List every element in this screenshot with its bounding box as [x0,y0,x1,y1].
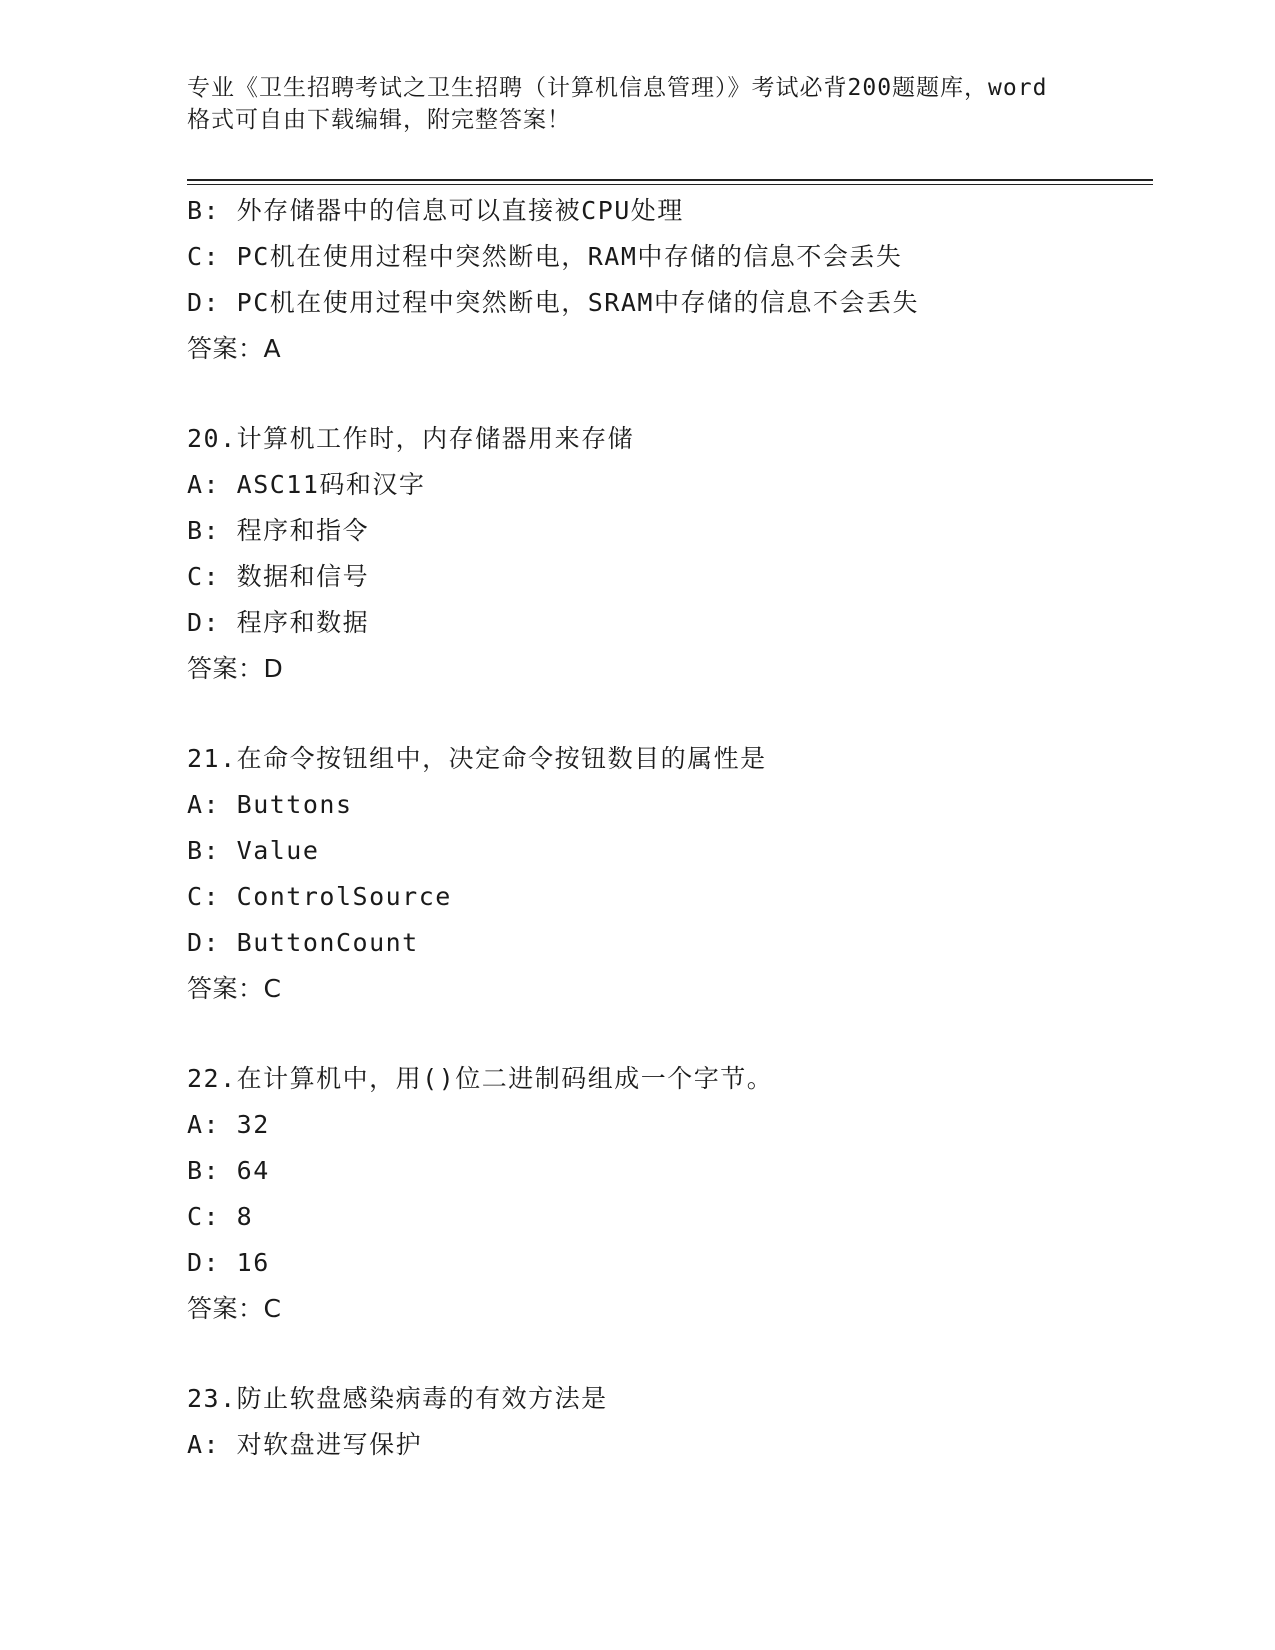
header-line-2: 格式可自由下载编辑，附完整答案！ [187,107,571,133]
question-block-21 [187,736,1153,1012]
question-block-20 [187,416,1153,692]
question-list [187,188,1153,1468]
header-line-1: 专业《卫生招聘考试之卫生招聘（计算机信息管理）》考试必背200题题库，word [187,75,1048,101]
question-block-23 [187,1376,1153,1468]
question-block-22 [187,1056,1153,1332]
option-a: A: Buttons [187,790,353,819]
option-a: A: 32 [187,1110,270,1139]
option-c: C: 8 [187,1202,254,1231]
answer-line: 答案：A [187,334,282,363]
option-b: B: Value [187,836,320,865]
answer-line: 答案：C [187,974,282,1003]
option-d: D: ButtonCount [187,928,419,957]
header-divider [187,179,1153,185]
answer-line: 答案：D [187,654,284,683]
option-a: A: 对软盘进写保护 [187,1430,423,1459]
option-c: C: ControlSource [187,882,452,911]
answer-line: 答案：C [187,1294,282,1323]
option-a: A: ASC11码和汉字 [187,470,426,499]
option-d: D: PC机在使用过程中突然断电，SRAM中存储的信息不会丢失 [187,288,919,317]
option-b: B: 外存储器中的信息可以直接被CPU处理 [187,196,684,225]
question-stem: 22.在计算机中，用()位二进制码组成一个字节。 [187,1064,774,1093]
question-stem: 21.在命令按钮组中，决定命令按钮数目的属性是 [187,744,767,773]
option-c: C: PC机在使用过程中突然断电，RAM中存储的信息不会丢失 [187,242,903,271]
option-d: D: 程序和数据 [187,608,370,637]
option-d: D: 16 [187,1248,270,1277]
question-block-prev [187,188,1153,372]
option-b: B: 64 [187,1156,270,1185]
option-b: B: 程序和指令 [187,516,370,545]
question-stem: 23.防止软盘感染病毒的有效方法是 [187,1384,608,1413]
option-c: C: 数据和信号 [187,562,370,591]
document-header [187,72,1087,136]
question-stem: 20.计算机工作时，内存储器用来存储 [187,424,635,453]
